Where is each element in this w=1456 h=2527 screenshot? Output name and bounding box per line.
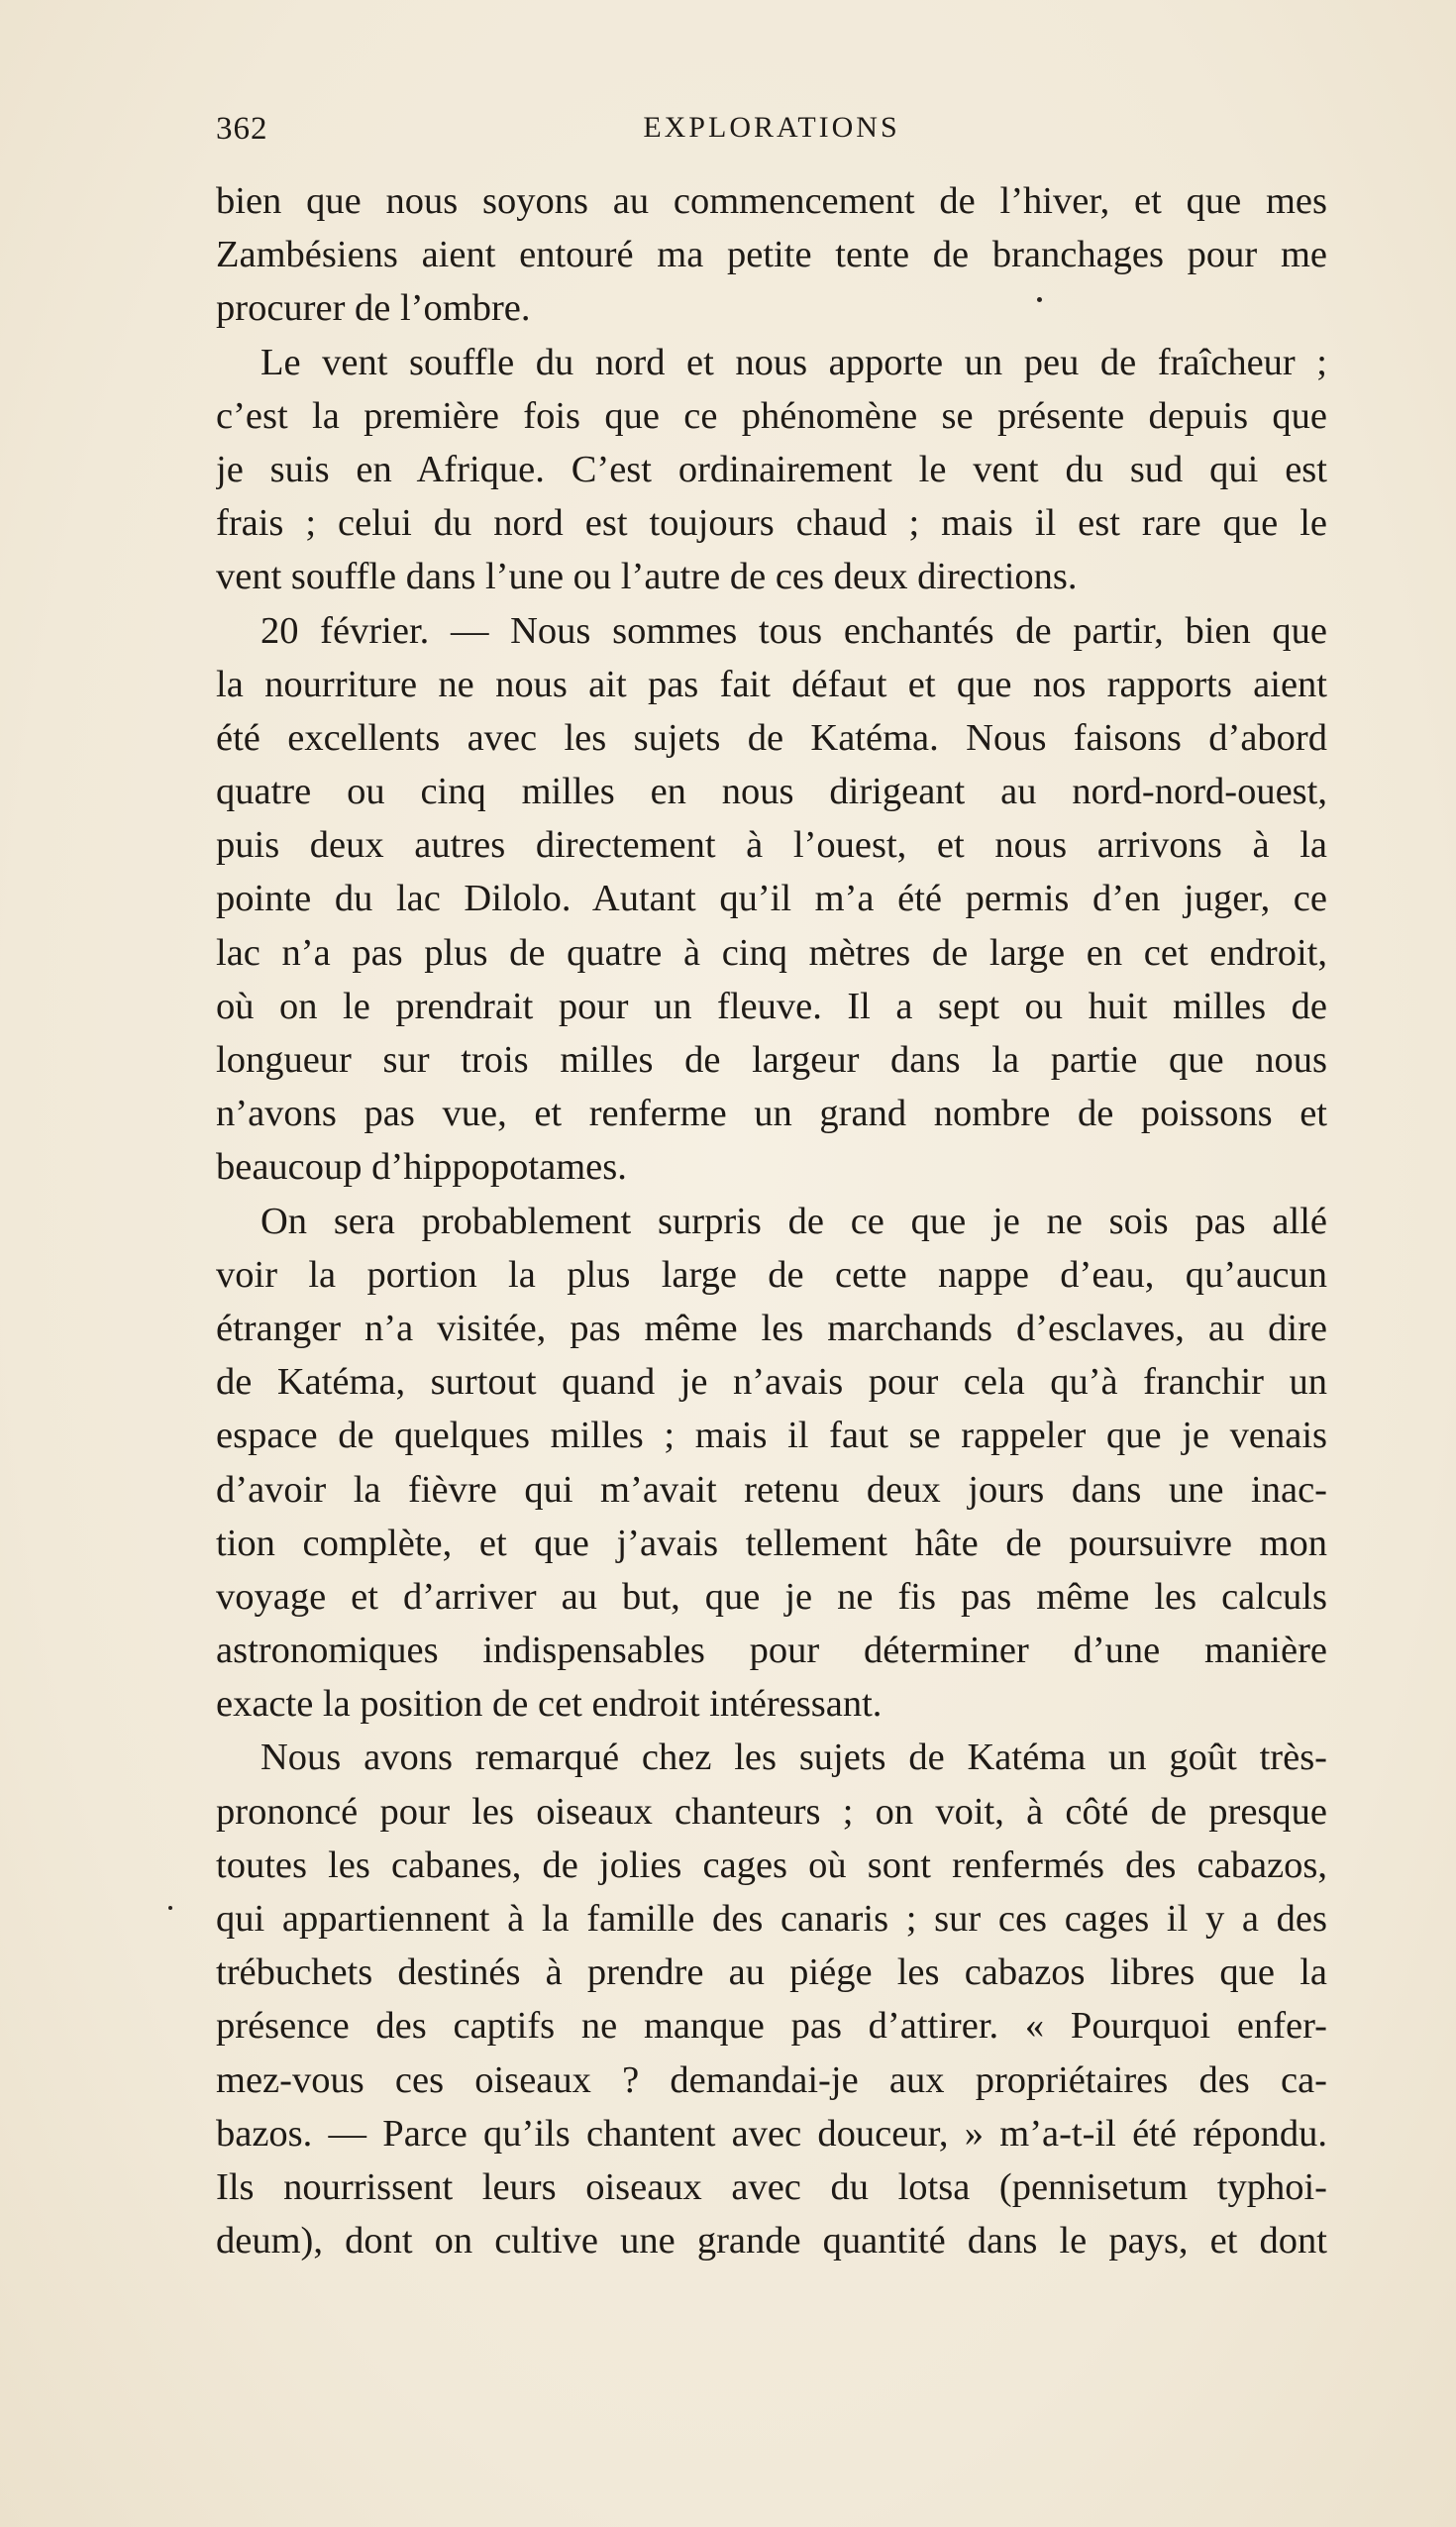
text-line: où on le prendrait pour un fleuve. Il a sept ou huit milles de bbox=[216, 985, 1327, 1027]
text-line: procurer de l’ombre. bbox=[216, 287, 531, 330]
text-line: tion complète, et que j’avais tellement hâte de poursuivre mon bbox=[216, 1522, 1327, 1564]
text-line: prononcé pour les oiseaux chanteurs ; on voit, à côté de presque bbox=[216, 1790, 1327, 1833]
paragraph bbox=[216, 174, 1327, 336]
text-line: je suis en Afrique. C’est ordinairement le vent du sud qui est bbox=[216, 448, 1327, 490]
text-line: trébuchets destinés à prendre au piége les cabazos libres que la bbox=[216, 1951, 1327, 1994]
print-speck bbox=[1037, 297, 1042, 302]
text-line: astronomiques indispensables pour déterminer d’une manière bbox=[216, 1630, 1327, 1672]
text-line: Zambésiens aient entouré ma petite tente de branchages pour me bbox=[216, 234, 1327, 276]
text-line: deum), dont on cultive une grande quantité dans le pays, et dont bbox=[216, 2220, 1327, 2263]
text-line: Nous avons remarqué chez les sujets de Katéma un goût très- bbox=[260, 1737, 1327, 1779]
body-text bbox=[216, 174, 1327, 2267]
text-line: présence des captifs ne manque pas d’attirer. « Pourquoi enfer- bbox=[216, 2005, 1327, 2048]
paragraph bbox=[216, 604, 1327, 1195]
text-line: voir la portion la plus large de cette nappe d’eau, qu’aucun bbox=[216, 1253, 1327, 1296]
text-line: n’avons pas vue, et renferme un grand nombre de poissons et bbox=[216, 1093, 1327, 1135]
text-line: bazos. — Parce qu’ils chantent avec douceur, » m’a-t-il été répondu. bbox=[216, 2112, 1327, 2155]
text-line: vent souffle dans l’une ou l’autre de ces deux directions. bbox=[216, 556, 1078, 598]
print-speck bbox=[168, 1906, 172, 1910]
text-line: quatre ou cinq milles en nous dirigeant au nord-nord-ouest, bbox=[216, 771, 1327, 813]
text-line: longueur sur trois milles de largeur dans la partie que nous bbox=[216, 1039, 1327, 1081]
text-line: étranger n’a visitée, pas même les marchands d’esclaves, au dire bbox=[216, 1307, 1327, 1349]
text-line: été excellents avec les sujets de Katéma. Nous faisons d’abord bbox=[216, 716, 1327, 759]
text-line: espace de quelques milles ; mais il faut se rappeler que je venais bbox=[216, 1415, 1327, 1457]
text-line: puis deux autres directement à l’ouest, et nous arrivons à la bbox=[216, 824, 1327, 867]
text-line: exacte la position de cet endroit intéressant. bbox=[216, 1683, 883, 1726]
text-line: mez-vous ces oiseaux ? demandai-je aux propriétaires des ca- bbox=[216, 2058, 1327, 2101]
running-title: EXPLORATIONS bbox=[643, 111, 900, 144]
paragraph bbox=[216, 1195, 1327, 1732]
text-line: Ils nourrissent leurs oiseaux avec du lotsa (pennisetum typhoi- bbox=[216, 2165, 1327, 2208]
text-line: 20 février. — Nous sommes tous enchantés de partir, bien que bbox=[260, 609, 1327, 652]
page-header bbox=[216, 111, 1327, 160]
text-line: qui appartiennent à la famille des canaris ; sur ces cages il y a des bbox=[216, 1898, 1327, 1940]
text-line: de Katéma, surtout quand je n’avais pour cela qu’à franchir un bbox=[216, 1361, 1327, 1404]
text-line: beaucoup d’hippopotames. bbox=[216, 1146, 627, 1189]
page-number: 362 bbox=[216, 111, 268, 147]
text-line: Le vent souffle du nord et nous apporte un peu de fraîcheur ; bbox=[260, 341, 1327, 383]
paragraph bbox=[216, 1731, 1327, 2267]
text-line: la nourriture ne nous ait pas fait défaut et que nos rapports aient bbox=[216, 663, 1327, 705]
text-line: voyage et d’arriver au but, que je ne fis pas même les calculs bbox=[216, 1575, 1327, 1618]
text-line: lac n’a pas plus de quatre à cinq mètres de large en cet endroit, bbox=[216, 931, 1327, 974]
text-line: On sera probablement surpris de ce que je ne sois pas allé bbox=[260, 1200, 1327, 1242]
paragraph bbox=[216, 336, 1327, 604]
text-line: frais ; celui du nord est toujours chaud ; mais il est rare que le bbox=[216, 502, 1327, 545]
text-line: d’avoir la fièvre qui m’avait retenu deux jours dans une inac- bbox=[216, 1468, 1327, 1511]
text-line: pointe du lac Dilolo. Autant qu’il m’a été permis d’en juger, ce bbox=[216, 878, 1327, 920]
text-line: c’est la première fois que ce phénomène se présente depuis que bbox=[216, 394, 1327, 437]
text-line: toutes les cabanes, de jolies cages où sont renfermés des cabazos, bbox=[216, 1843, 1327, 1886]
text-line: bien que nous soyons au commencement de l’hiver, et que mes bbox=[216, 180, 1327, 222]
